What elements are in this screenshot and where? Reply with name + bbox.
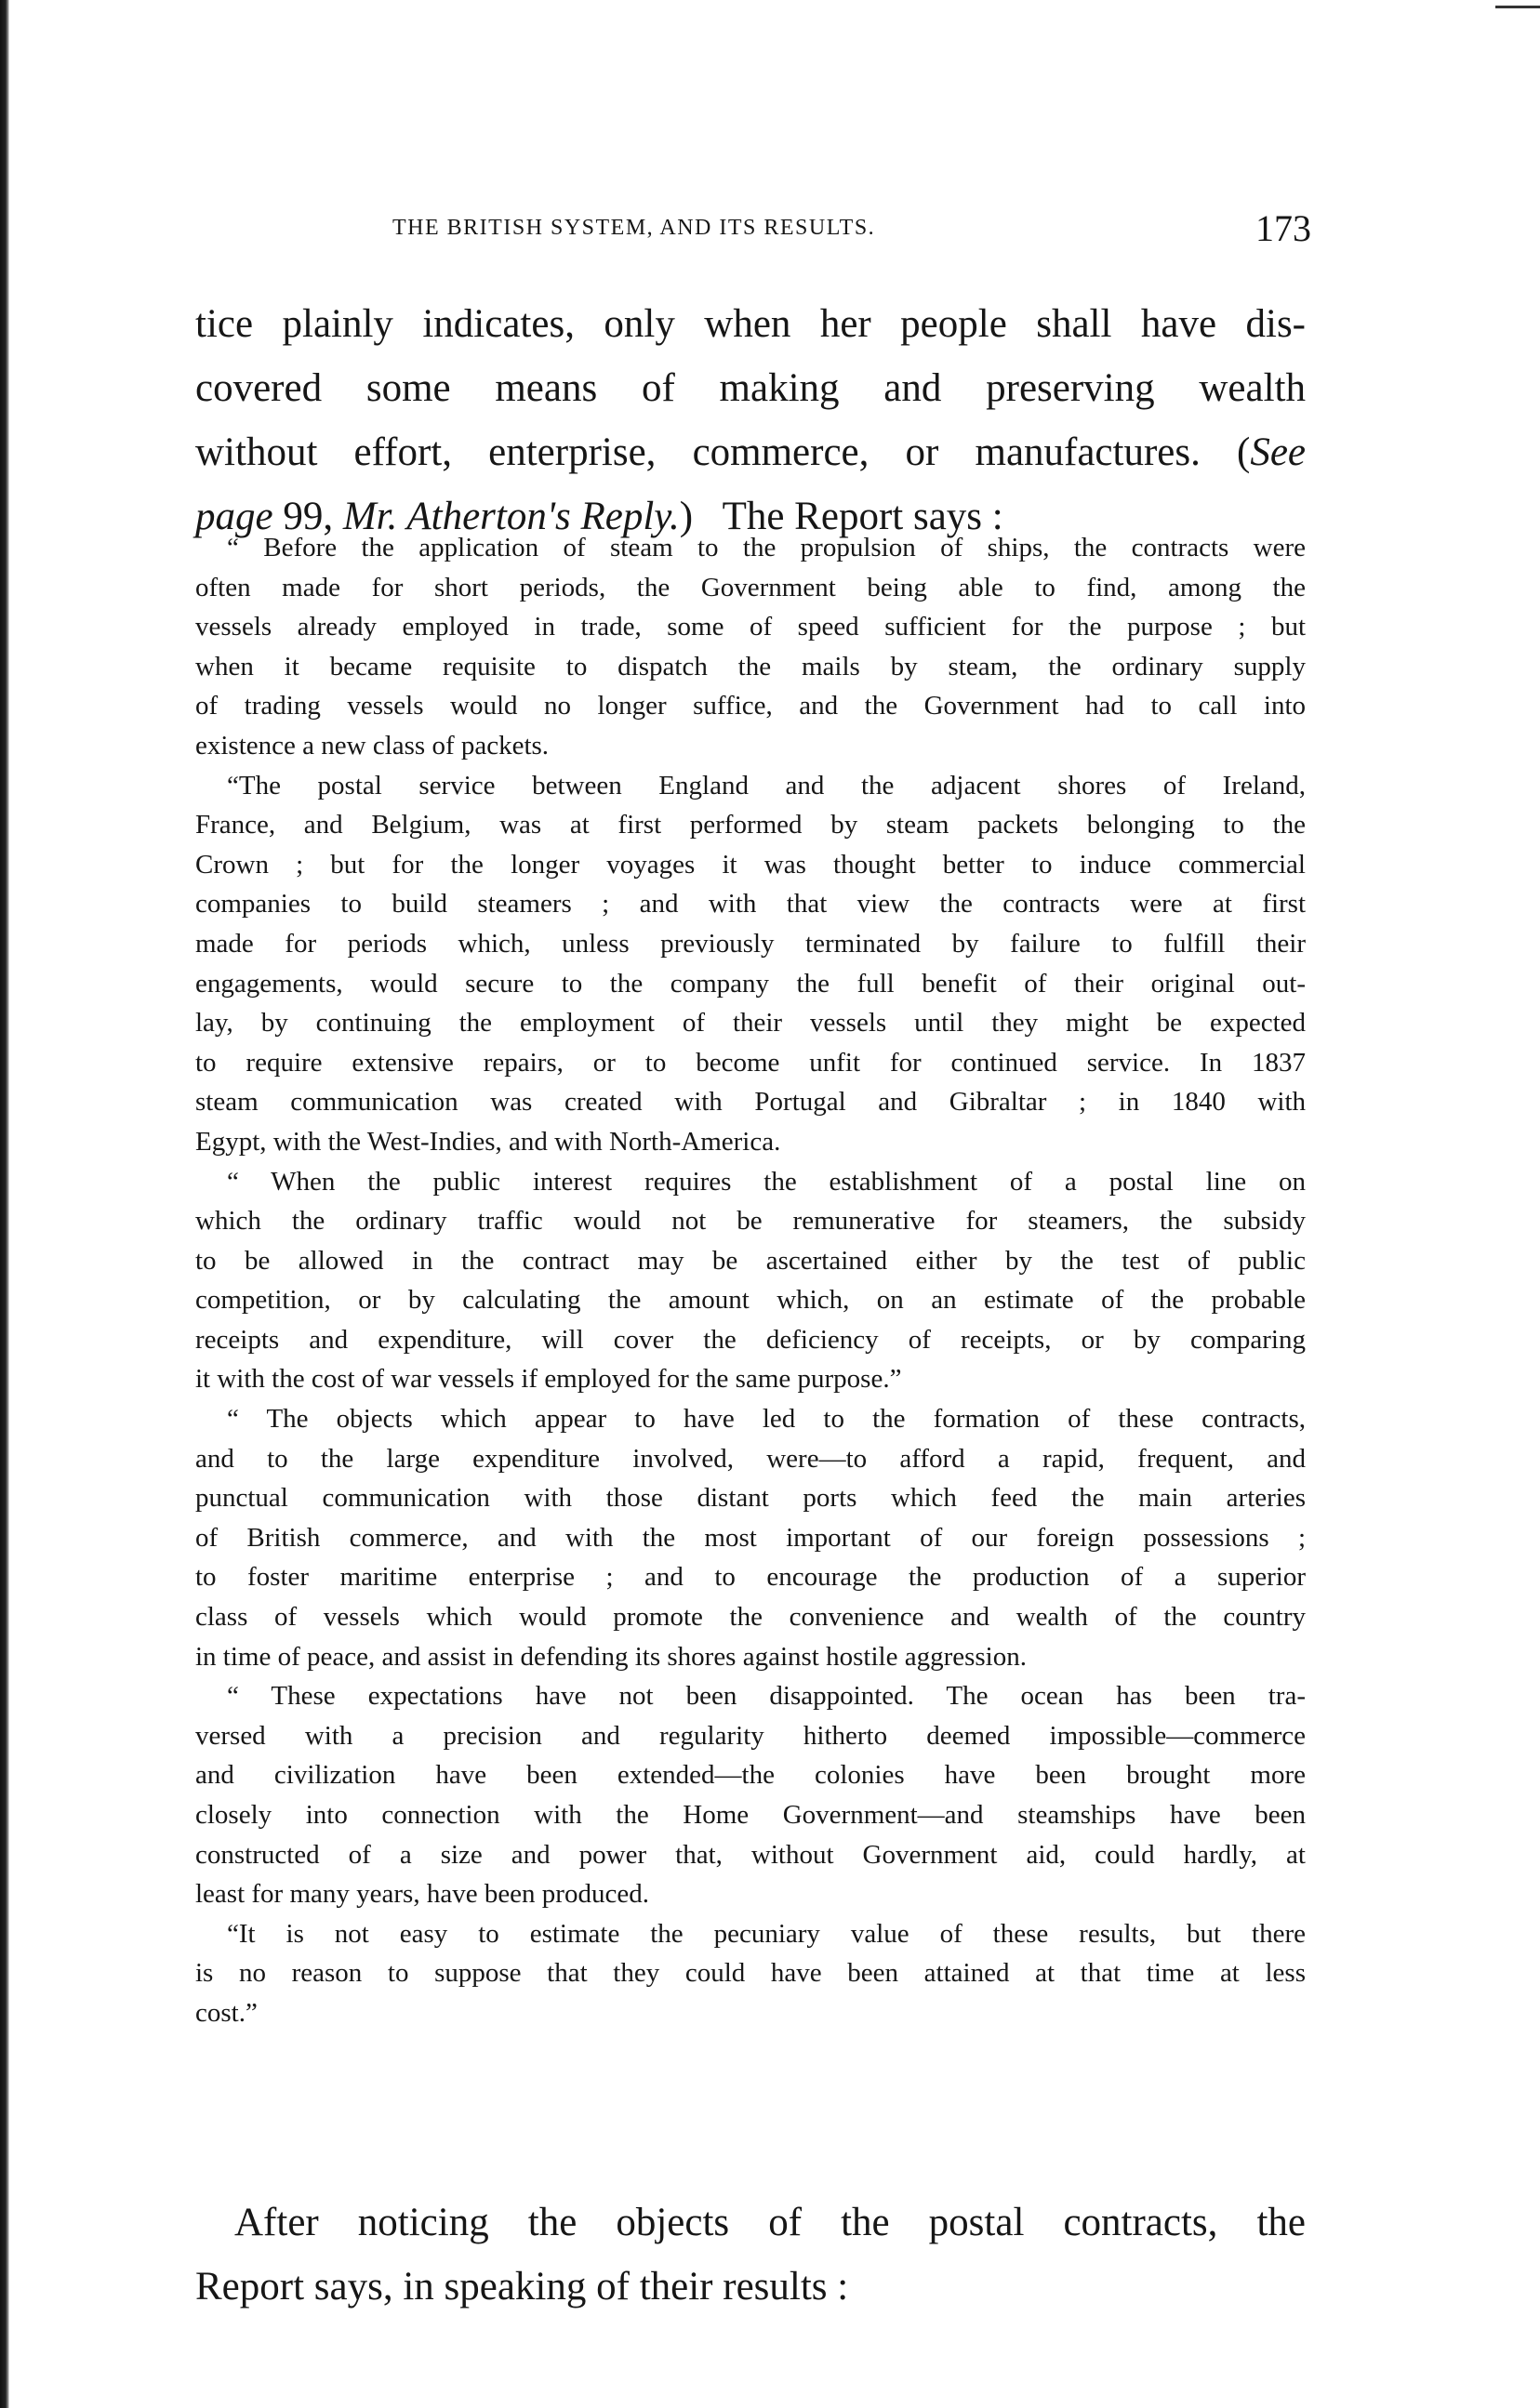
italic-text: page — [195, 495, 273, 538]
closing-paragraph — [195, 2190, 1306, 2319]
italic-text: Mr. Atherton's Reply. — [342, 495, 680, 538]
text-line: Egypt, with the West-Indies, and with North-America. — [195, 1126, 781, 1157]
text-line: of British commerce, and with the most important of our foreign possessions ; — [195, 1522, 1306, 1553]
text-line: is no reason to suppose that they could have been attained at that time at less — [195, 1958, 1306, 1989]
text-line: After noticing the objects of the postal contracts, the — [234, 2201, 1306, 2244]
scan-edge — [0, 0, 9, 2408]
text-line: often made for short periods, the Government being able to find, among the — [195, 572, 1306, 602]
italic-text: See — [1250, 430, 1306, 474]
text-line: Report says, in speaking of their results : — [195, 2265, 849, 2309]
quoted-report — [195, 528, 1306, 2033]
text-line: and civilization have been extended—the colonies have been brought more — [195, 1760, 1306, 1791]
text-line: of trading vessels would no longer suffice, and the Government had to call into — [195, 691, 1306, 721]
text-line: in time of peace, and assist in defending its shores against hostile aggression. — [195, 1641, 1027, 1672]
text-line: to foster maritime enterprise ; and to encourage the production of a superior — [195, 1562, 1306, 1593]
text-line: closely into connection with the Home Government—and steamships have been — [195, 1800, 1306, 1830]
text-line: least for many years, have been produced. — [195, 1879, 649, 1910]
quote-paragraph — [195, 1914, 1306, 2033]
text-line: which the ordinary traffic would not be remunerative for steamers, the subsidy — [195, 1206, 1306, 1237]
text-line: constructed of a size and power that, without Government aid, could hardly, at — [195, 1839, 1306, 1870]
text-line: to be allowed in the contract may be ascertained either by the test of public — [195, 1245, 1306, 1276]
quote-paragraph — [195, 1162, 1306, 1400]
text-line: it with the cost of war vessels if employed for the same purpose.” — [195, 1364, 902, 1395]
text-line: vessels already employed in trade, some of speed sufficient for the purpose ; but — [195, 612, 1306, 642]
running-head — [195, 207, 1311, 258]
text-line: existence a new class of packets. — [195, 730, 550, 761]
text-line: steam communication was created with Portugal and Gibraltar ; in 1840 with — [195, 1087, 1306, 1118]
text-line: versed with a precision and regularity hitherto deemed impossible—commerce — [195, 1720, 1306, 1751]
text-line: “ These expectations have not been disappointed. The ocean has been tra- — [227, 1681, 1306, 1712]
text-line: competition, or by calculating the amount which, on an estimate of the probable — [195, 1285, 1306, 1316]
text-line: “ Before the application of steam to the propulsion of ships, the contracts were — [227, 533, 1306, 562]
text-line: covered some means of making and preserving wealth — [195, 366, 1306, 410]
text-line — [195, 420, 1306, 484]
text-line: “ The objects which appear to have led to the formation of these contracts, — [227, 1404, 1306, 1435]
scan-mark — [1495, 6, 1540, 8]
text-line: lay, by continuing the employment of their vessels until they might be expected — [195, 1008, 1306, 1039]
opening-paragraph — [195, 292, 1306, 549]
text-line: and to the large expenditure involved, were—to afford a rapid, frequent, and — [195, 1443, 1306, 1474]
text-line: “It is not easy to estimate the pecuniary value of these results, but there — [227, 1918, 1306, 1949]
running-head-title: THE BRITISH SYSTEM, AND ITS RESULTS. — [392, 216, 876, 240]
text-line: engagements, would secure to the company the full benefit of their original out- — [195, 968, 1306, 999]
text-segment: ) The Report says : — [679, 495, 1003, 538]
quote-paragraph — [195, 766, 1306, 1162]
page-number: 173 — [1255, 207, 1311, 249]
text-line: cost.” — [195, 1997, 258, 2028]
text-line: tice plainly indicates, only when her people shall have dis- — [195, 302, 1306, 346]
text-line: receipts and expenditure, will cover the deficiency of receipts, or by comparing — [195, 1324, 1306, 1355]
text-line: companies to build steamers ; and with that view the contracts were at first — [195, 889, 1306, 920]
text-line: punctual communication with those distant ports which feed the main arteries — [195, 1483, 1306, 1514]
text-line: France, and Belgium, was at first performed by steam packets belonging to the — [195, 810, 1306, 840]
text-segment: 99, — [272, 495, 343, 538]
quote-paragraph — [195, 528, 1306, 766]
text-line: class of vessels which would promote the convenience and wealth of the country — [195, 1602, 1306, 1633]
text-line: “ When the public interest requires the establishment of a postal line on — [227, 1166, 1306, 1197]
quote-paragraph — [195, 1676, 1306, 1914]
text-line: when it became requisite to dispatch the mails by steam, the ordinary supply — [195, 651, 1306, 681]
text-segment: without effort, enterprise, commerce, or manufactures. ( — [195, 430, 1251, 474]
text-line: made for periods which, unless previously terminated by failure to fulfill their — [195, 928, 1306, 959]
text-line: to require extensive repairs, or to become unfit for continued service. In 1837 — [195, 1047, 1306, 1078]
quote-paragraph — [195, 1399, 1306, 1676]
text-line: Crown ; but for the longer voyages it was thought better to induce commercial — [195, 849, 1306, 880]
text-line: “The postal service between England and the adjacent shores of Ireland, — [227, 770, 1306, 800]
